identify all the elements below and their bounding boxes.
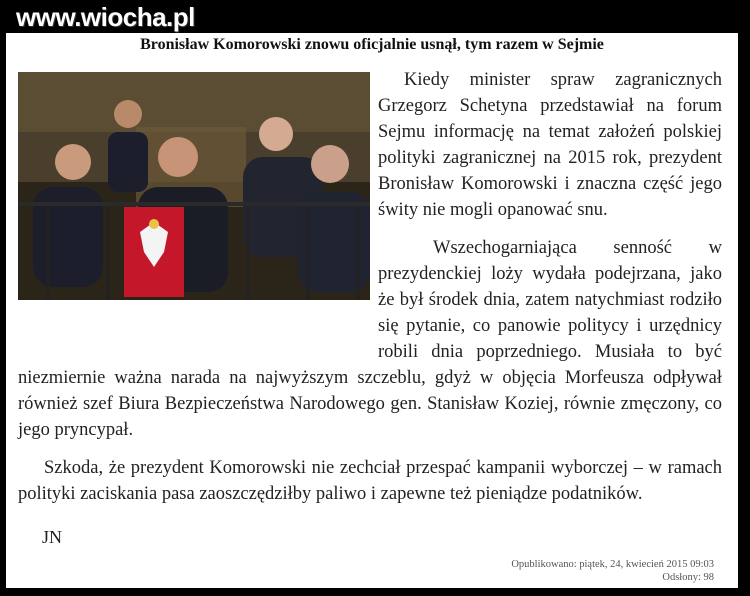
article-signature: JN [42, 527, 63, 547]
article-page [6, 33, 738, 588]
article-paragraph-3: Szkoda, że prezydent Komorowski nie zechciał przespać kampanii wyborczej – w ramach polityki zaciskania pasa zaoszczędziłby paliwo i zapewne też pieniądze podatników. [18, 458, 722, 504]
article-body [18, 67, 722, 519]
site-watermark: www.wiocha.pl [16, 2, 195, 32]
published-date: Opublikowano: piątek, 24, kwiecień 2015 09:03 [511, 559, 714, 570]
article-meta [511, 558, 714, 584]
photo-float-spacer [18, 67, 378, 343]
view-count: Odsłony: 98 [662, 572, 714, 583]
article-title: Bronisław Komorowski znowu oficjalnie usnął, tym razem w Sejmie [140, 36, 604, 53]
article-paragraph-1: Kiedy minister spraw zagranicznych Grzegorz Schetyna przedstawiał na forum Sejmu informację na temat założeń polskiej polityki zagranicznej na 2015 rok, prezydent Bronisław Komorowski i znaczna część jego świty nie mogli opanować snu. [378, 70, 722, 220]
article-paragraph-2: Wszechogarniająca senność w prezydenckiej loży wydała podejrzana, jako że był środek dnia, zatem natychmiast rodziło się pytanie, co panowie politycy i urzędnicy robili dnia poprzedniego. Musiała to być niezmiernie ważna narada na najwyższym szczeblu, gdyż w objęcia Morfeusza odpływał również szef Biura Bezpieczeństwa Narodowego gen. Stanisław Koziej, równie zmęczony, co jego pryncypał. [18, 238, 722, 440]
